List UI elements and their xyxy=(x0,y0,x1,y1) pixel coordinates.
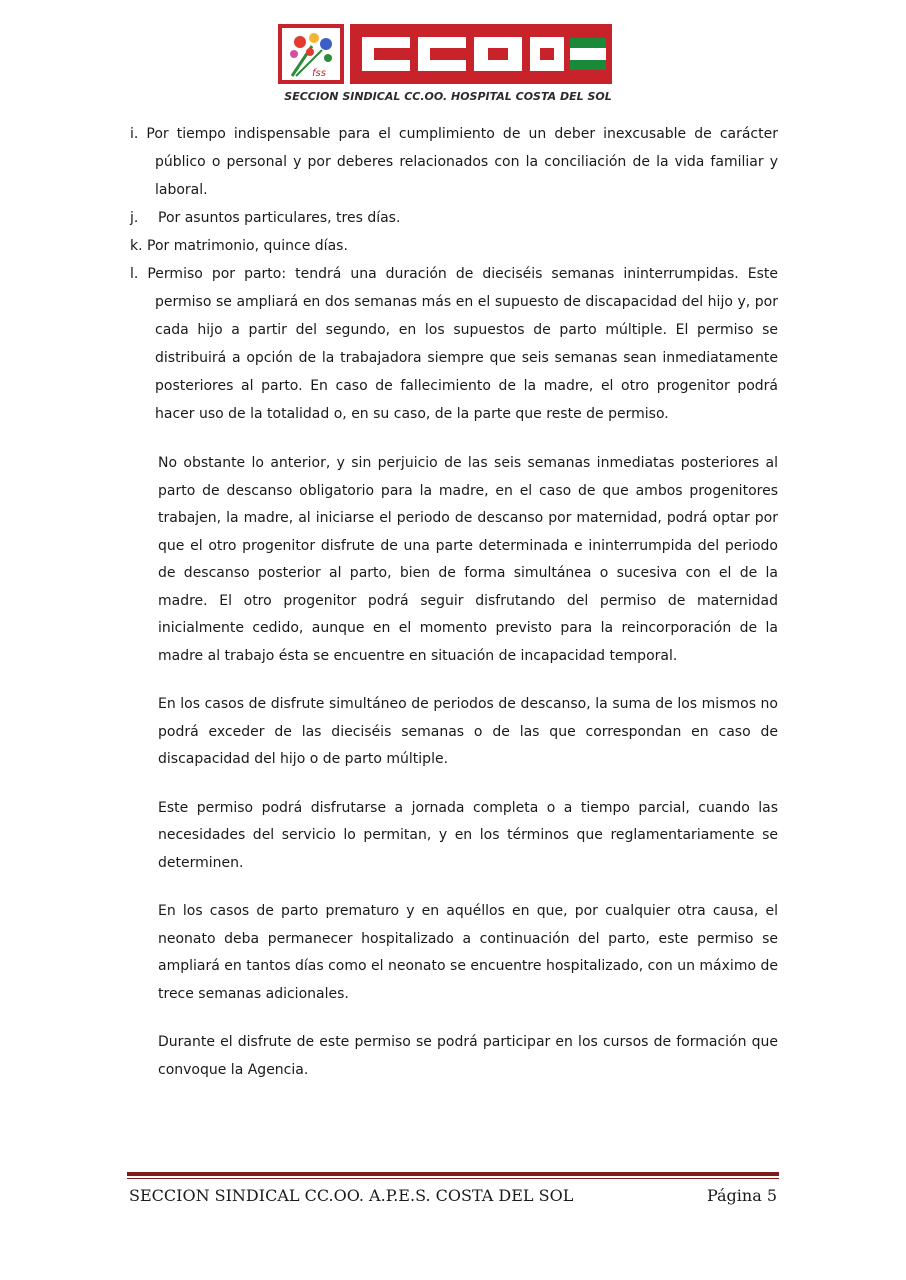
paragraph: Durante el disfrute de este permiso se podrá participar en los cursos de formación que convoque la Agencia. xyxy=(158,1034,778,1078)
footer-section-name: SECCION SINDICAL CC.OO. A.P.E.S. COSTA DEL SOL xyxy=(129,1186,574,1205)
page-footer xyxy=(127,1172,779,1205)
logo-text: CCOO xyxy=(350,24,353,25)
list-item-label: j. xyxy=(130,210,139,226)
emblem-text: fss xyxy=(312,68,326,79)
list-item-l: l. Permiso por parto: tendrá una duración de dieciséis semanas ininterrumpidas. Este permiso se ampliará en dos semanas más en el supuesto de discapacidad del hijo y, por cada hijo a partir del segundo, en los supuestos de parto múltiple. El permiso se distribuirá a opción de la trabajadora siempre que seis semanas sean inmediatamente posteriores al parto. En caso de fallecimiento de la madre, el otro progenitor podrá hacer uso de la totalidad o, en su caso, de la parte que reste de permiso. xyxy=(130,266,778,422)
list-item-j xyxy=(130,204,778,232)
list-item-k: k. Por matrimonio, quince días. xyxy=(130,238,348,254)
paragraph: Este permiso podrá disfrutarse a jornada completa o a tiempo parcial, cuando las necesidades del servicio lo permitan, y en los términos que reglamentariamente se determinen. xyxy=(158,799,778,871)
paragraph: No obstante lo anterior, y sin perjuicio de las seis semanas inmediatas posteriores al parto de descanso obligatorio para la madre, en el caso de que ambos progenitores trabajen, la madre, al iniciarse el periodo de descanso por maternidad, podrá optar por que el otro progenitor disfrute de una parte determinada e ininterrumpida del periodo de descanso posterior al parto, bien de forma simultánea o sucesiva con el de la madre. El otro progenitor podrá seguir disfrutando del permiso de maternidad inicialmente cedido, aunque en el momento previsto para la reincorporación de la madre al trabajo ésta se encuentre en situación de incapacidad temporal. xyxy=(158,455,778,664)
document-header xyxy=(278,24,618,103)
header-subtitle: SECCION SINDICAL CC.OO. HOSPITAL COSTA DEL SOL xyxy=(284,90,612,103)
ccoo-logo xyxy=(350,24,612,84)
page-number: Página 5 xyxy=(706,1186,777,1205)
document-body xyxy=(130,120,778,1105)
list-item-text: Por asuntos particulares, tres días. xyxy=(158,210,401,226)
footer-rule xyxy=(127,1172,779,1176)
list-item-i: i. Por tiempo indispensable para el cumplimiento de un deber inexcusable de carácter público o personal y por deberes relacionados con la conciliación de la vida familiar y laboral. xyxy=(130,126,778,198)
logo xyxy=(278,24,618,84)
paragraph-group xyxy=(130,450,778,1084)
fss-emblem-icon xyxy=(278,24,344,84)
paragraph: En los casos de disfrute simultáneo de periodos de descanso, la suma de los mismos no podrá exceder de las dieciséis semanas o de las que correspondan en caso de discapacidad del hijo o de parto múltiple. xyxy=(158,696,778,767)
footer-rule-thin xyxy=(127,1178,779,1179)
paragraph: En los casos de parto prematuro y en aquéllos en que, por cualquier otra causa, el neonato deba permanecer hospitalizado a continuación del parto, este permiso se ampliará en tantos días como el neonato se encuentre hospitalizado, con un máximo de trece semanas adicionales. xyxy=(158,903,778,1002)
